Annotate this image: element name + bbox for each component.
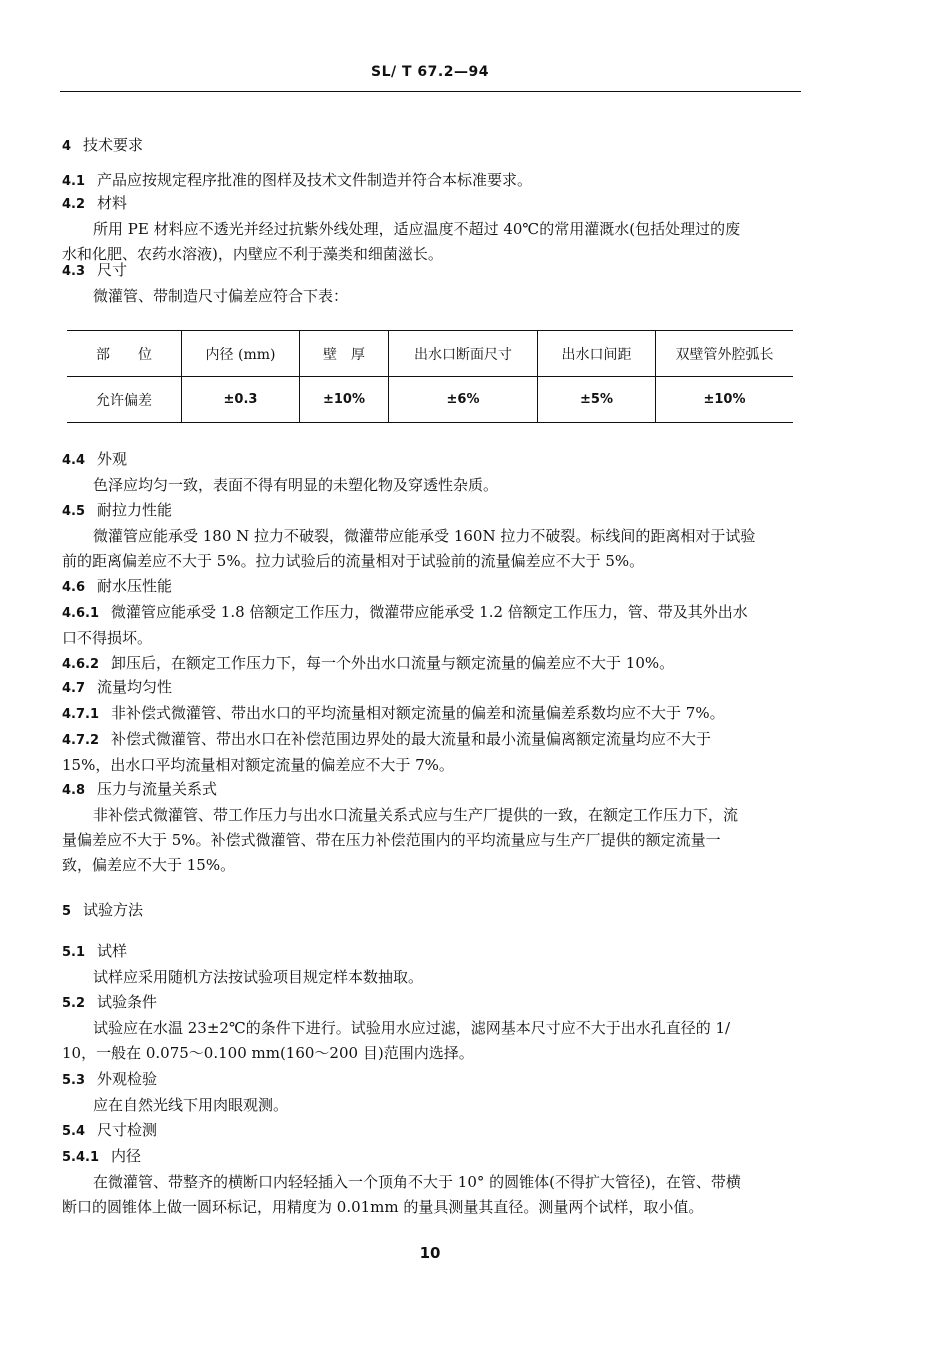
section-number: 5 bbox=[62, 904, 72, 919]
table-cell: ±6% bbox=[389, 377, 538, 423]
header-rule bbox=[60, 91, 801, 92]
table-row bbox=[67, 377, 793, 423]
clause-number: 5.4.1 bbox=[62, 1150, 100, 1165]
clause-number: 4.2 bbox=[62, 197, 86, 212]
clause-number: 4.7 bbox=[62, 681, 86, 696]
paragraph-line: 卸压后，在额定工作压力下，每一个外出水口流量与额定流量的偏差应不大于 10%。 bbox=[111, 654, 675, 672]
clause-number: 4.1 bbox=[62, 174, 86, 189]
standard-code-header: SL/ T 67.2—94 bbox=[371, 64, 489, 80]
clause-number: 4.3 bbox=[62, 264, 86, 279]
clause-number: 4.7.1 bbox=[62, 707, 100, 722]
clause-title: 外观检验 bbox=[97, 1070, 158, 1088]
clause-number: 4.6.1 bbox=[62, 606, 100, 621]
table-header-cell: 出水口间距 bbox=[538, 331, 656, 377]
clause-title: 耐水压性能 bbox=[97, 577, 173, 595]
table-cell: ±5% bbox=[538, 377, 656, 423]
paragraph-line: 断口的圆锥体上做一圆环标记，用精度为 0.01mm 的量具测量其直径。测量两个试样，取小值。 bbox=[62, 1198, 704, 1216]
clause-number: 5.1 bbox=[62, 945, 86, 960]
clause-number: 4.6 bbox=[62, 580, 86, 595]
table-cell: ±0.3 bbox=[182, 377, 300, 423]
clause-text: 产品应按规定程序批准的图样及技术文件制造并符合本标准要求。 bbox=[97, 171, 533, 189]
table-header-cell: 双壁管外腔弧长 bbox=[656, 331, 794, 377]
clause-title: 试样 bbox=[97, 942, 128, 960]
clause-4-4 bbox=[62, 447, 802, 498]
section-5-heading bbox=[62, 898, 802, 924]
clause-title: 压力与流量关系式 bbox=[97, 780, 218, 798]
clause-title: 尺寸 bbox=[97, 261, 128, 279]
clause-number: 5.2 bbox=[62, 996, 86, 1011]
clause-title: 尺寸检测 bbox=[97, 1121, 158, 1139]
clause-5-2 bbox=[62, 990, 802, 1066]
clause-number: 5.3 bbox=[62, 1073, 86, 1088]
clause-number: 4.8 bbox=[62, 783, 86, 798]
paragraph-line: 非补偿式微灌管、带出水口的平均流量相对额定流量的偏差和流量偏差系数均应不大于 7%。 bbox=[111, 704, 725, 722]
clause-title: 内径 bbox=[111, 1147, 142, 1165]
clause-4-8 bbox=[62, 777, 802, 878]
clause-4-7 bbox=[62, 675, 802, 778]
clause-title: 材料 bbox=[97, 194, 128, 212]
paragraph-line: 微灌管应能承受 180 N 拉力不破裂，微灌带应能承受 160N 拉力不破裂。标线间的距离相对于试验 bbox=[93, 527, 756, 545]
table-header-cell: 内径 (mm) bbox=[182, 331, 300, 377]
paragraph-line: 试验应在水温 23±2℃的条件下进行。试验用水应过滤，滤网基本尺寸应不大于出水孔直径的 1/ bbox=[93, 1019, 731, 1037]
clause-title: 流量均匀性 bbox=[97, 678, 173, 696]
clause-4-3 bbox=[62, 258, 802, 309]
paragraph-line: 所用 PE 材料应不透光并经过抗紫外线处理，适应温度不超过 40℃的常用灌溉水(包括处理过的废 bbox=[93, 220, 741, 238]
clause-number: 4.4 bbox=[62, 453, 86, 468]
table-cell: 允许偏差 bbox=[67, 377, 182, 423]
paragraph-line: 口不得损坏。 bbox=[62, 629, 153, 647]
table-header-cell: 部 位 bbox=[67, 331, 182, 377]
paragraph-line: 10，一般在 0.075～0.100 mm(160～200 目)范围内选择。 bbox=[62, 1044, 474, 1062]
paragraph-line: 15%，出水口平均流量相对额定流量的偏差应不大于 7%。 bbox=[62, 756, 454, 774]
section-title: 技术要求 bbox=[83, 136, 144, 154]
clause-number: 5.4 bbox=[62, 1124, 86, 1139]
table-cell: ±10% bbox=[656, 377, 794, 423]
paragraph-line: 量偏差应不大于 5%。补偿式微灌管、带在压力补偿范围内的平均流量应与生产厂提供的额定流量一 bbox=[62, 831, 721, 849]
clause-5-4 bbox=[62, 1118, 802, 1220]
paragraph-line: 试样应采用随机方法按试验项目规定样本数抽取。 bbox=[93, 968, 424, 986]
clause-title: 试验条件 bbox=[97, 993, 158, 1011]
paragraph-line: 水和化肥、农药水溶液)，内壁应不利于藻类和细菌滋长。 bbox=[62, 245, 443, 263]
dimension-tolerance-table bbox=[67, 330, 793, 423]
clause-number: 4.7.2 bbox=[62, 733, 100, 748]
paragraph-line: 前的距离偏差应不大于 5%。拉力试验后的流量相对于试验前的流量偏差应不大于 5%。 bbox=[62, 552, 645, 570]
paragraph-line: 致，偏差应不大于 15%。 bbox=[62, 856, 236, 874]
paragraph-line: 应在自然光线下用肉眼观测。 bbox=[93, 1096, 289, 1114]
section-title: 试验方法 bbox=[83, 901, 144, 919]
table-header-row bbox=[67, 331, 793, 377]
clause-number: 4.6.2 bbox=[62, 657, 100, 672]
table-header-cell: 出水口断面尺寸 bbox=[389, 331, 538, 377]
clause-4-5 bbox=[62, 498, 802, 574]
clause-number: 4.5 bbox=[62, 504, 86, 519]
clause-title: 外观 bbox=[97, 450, 128, 468]
section-number: 4 bbox=[62, 139, 72, 154]
paragraph-line: 非补偿式微灌管、带工作压力与出水口流量关系式应与生产厂提供的一致，在额定工作压力下，流 bbox=[93, 806, 739, 824]
clause-5-1 bbox=[62, 939, 802, 990]
section-4-heading bbox=[62, 133, 802, 159]
table-cell: ±10% bbox=[300, 377, 389, 423]
table-header-cell: 壁 厚 bbox=[300, 331, 389, 377]
page-number: 10 bbox=[419, 1244, 441, 1262]
clause-5-3 bbox=[62, 1067, 802, 1118]
paragraph-line: 色泽应均匀一致，表面不得有明显的未塑化物及穿透性杂质。 bbox=[93, 476, 499, 494]
paragraph-line: 微灌管、带制造尺寸偏差应符合下表： bbox=[93, 287, 349, 305]
clause-4-6 bbox=[62, 574, 802, 677]
clause-4-2 bbox=[62, 191, 802, 267]
clause-title: 耐拉力性能 bbox=[97, 501, 173, 519]
paragraph-line: 微灌管应能承受 1.8 倍额定工作压力，微灌带应能承受 1.2 倍额定工作压力，管、带及其外出水 bbox=[111, 603, 748, 621]
paragraph-line: 在微灌管、带整齐的横断口内轻轻插入一个顶角不大于 10° 的圆锥体(不得扩大管径)，在管、带横 bbox=[93, 1173, 741, 1191]
paragraph-line: 补偿式微灌管、带出水口在补偿范围边界处的最大流量和最小流量偏离额定流量均应不大于 bbox=[111, 730, 712, 748]
